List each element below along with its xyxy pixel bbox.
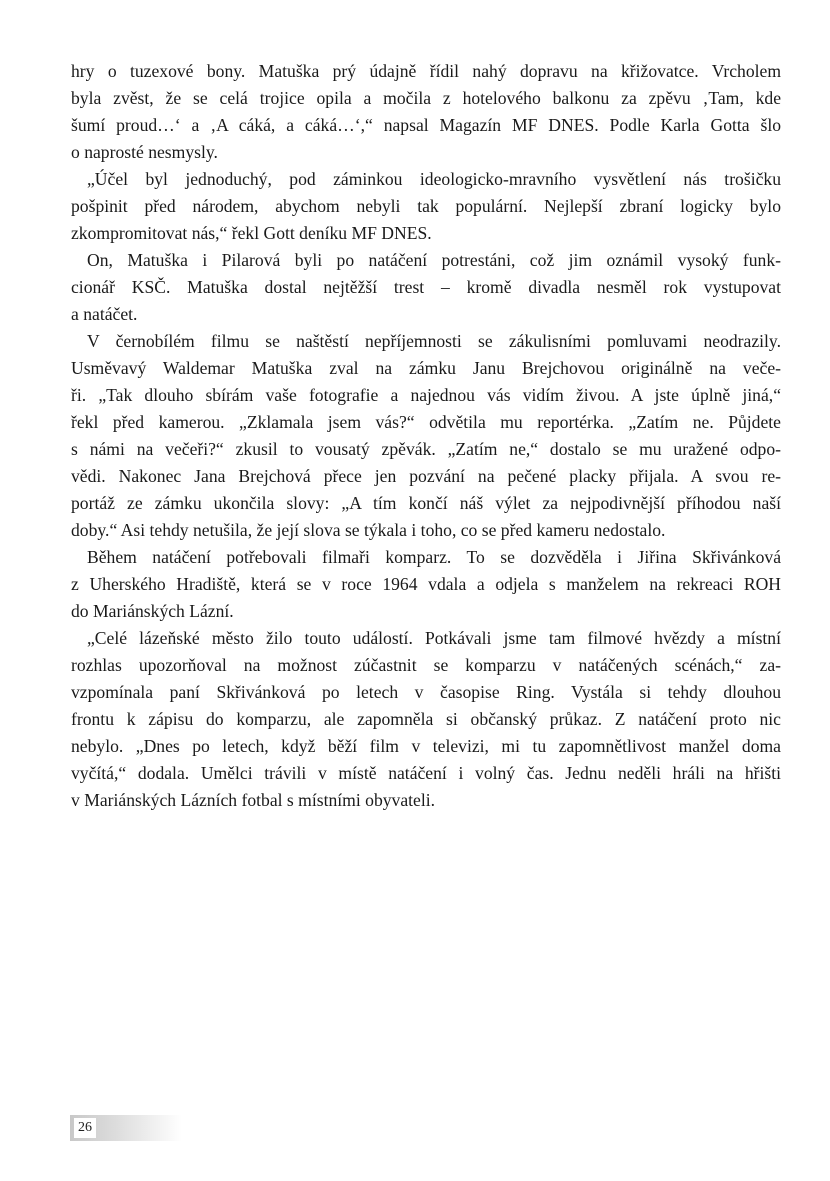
text-line: V černobílém filmu se naštěstí nepříjemnosti se zákulisními pomluvami neodrazily. xyxy=(87,331,781,351)
page-number-bar xyxy=(70,1115,182,1141)
text-line: v Mariánských Lázních fotbal s místními obyvateli. xyxy=(71,790,436,810)
text-line: nebylo. „Dnes po letech, když běží film v televizi, mi tu zapomnětlivost manžel doma xyxy=(71,736,781,756)
paragraph xyxy=(71,166,781,247)
text-line: šumí proud…‘ a ‚A cáká, a cáká…‘,“ napsal Magazín MF DNES. Podle Karla Gotta šlo xyxy=(71,115,781,135)
text-line: vzpomínala paní Skřivánková po letech v časopise Ring. Vystála si tehdy dlouhou xyxy=(71,682,781,702)
paragraph xyxy=(71,625,781,814)
text-line: s námi na večeři?“ zkusil to vousatý zpěvák. „Zatím ne,“ dostalo se mu uražené odpo- xyxy=(71,439,781,459)
text-line: „Účel byl jednoduchý, pod záminkou ideologicko-mravního vysvětlení nás trošičku xyxy=(87,169,781,189)
text-line: vyčítá,“ dodala. Umělci trávili v místě natáčení i volný čas. Jednu neděli hráli na hřišti xyxy=(71,763,781,783)
text-line: z Uherského Hradiště, která se v roce 1964 vdala a odjela s manželem na rekreaci ROH xyxy=(71,574,781,594)
text-line: vědi. Nakonec Jana Brejchová přece jen pozvání na pečené placky přijala. A svou re- xyxy=(71,466,781,486)
text-line: portáž ze zámku ukončila slovy: „A tím končí náš výlet za nejpodivnější příhodou naší xyxy=(71,493,781,513)
text-line: a natáčet. xyxy=(71,304,138,324)
text-line: Usměvavý Waldemar Matuška zval na zámku Janu Brejchovou originálně na veče- xyxy=(71,358,781,378)
paragraph xyxy=(71,247,781,328)
paragraph xyxy=(71,58,781,166)
text-line: zkompromitovat nás,“ řekl Gott deníku MF DNES. xyxy=(71,223,432,243)
text-line: rozhlas upozorňoval na možnost zúčastnit se komparzu v natáčených scénách,“ za- xyxy=(71,655,781,675)
page-number: 26 xyxy=(74,1118,96,1138)
text-line: do Mariánských Lázní. xyxy=(71,601,234,621)
paragraph xyxy=(71,328,781,544)
text-line: byla zvěst, že se celá trojice opila a močila z hotelového balkonu za zpěvu ‚Tam, kde xyxy=(71,88,781,108)
paragraph xyxy=(71,544,781,625)
body-text xyxy=(71,58,781,814)
text-line: pošpinit před národem, abychom nebyli tak populární. Nejlepší zbraní logicky bylo xyxy=(71,196,781,216)
text-line: ři. „Tak dlouho sbírám vaše fotografie a najednou vás vidím živou. A jste úplně jiná,“ xyxy=(71,385,781,405)
text-line: „Celé lázeňské město žilo touto událostí. Potkávali jsme tam filmové hvězdy a místní xyxy=(87,628,781,648)
text-line: On, Matuška i Pilarová byli po natáčení potrestáni, což jim oznámil vysoký funk- xyxy=(87,250,781,270)
text-line: doby.“ Asi tehdy netušila, že její slova se týkala i toho, co se před kameru nedostalo. xyxy=(71,520,666,540)
text-line: řekl před kamerou. „Zklamala jsem vás?“ odvětila mu reportérka. „Zatím ne. Půjdete xyxy=(71,412,781,432)
text-line: cionář KSČ. Matuška dostal nejtěžší trest – kromě divadla nesměl rok vystupovat xyxy=(71,277,781,297)
text-line: frontu k zápisu do komparzu, ale zapomněla si občanský průkaz. Z natáčení proto nic xyxy=(71,709,781,729)
text-line: hry o tuzexové bony. Matuška prý údajně řídil nahý dopravu na křižovatce. Vrcholem xyxy=(71,61,781,81)
text-line: o naprosté nesmysly. xyxy=(71,142,218,162)
text-line: Během natáčení potřebovali filmaři komparz. To se dozvěděla i Jiřina Skřivánková xyxy=(87,547,781,567)
